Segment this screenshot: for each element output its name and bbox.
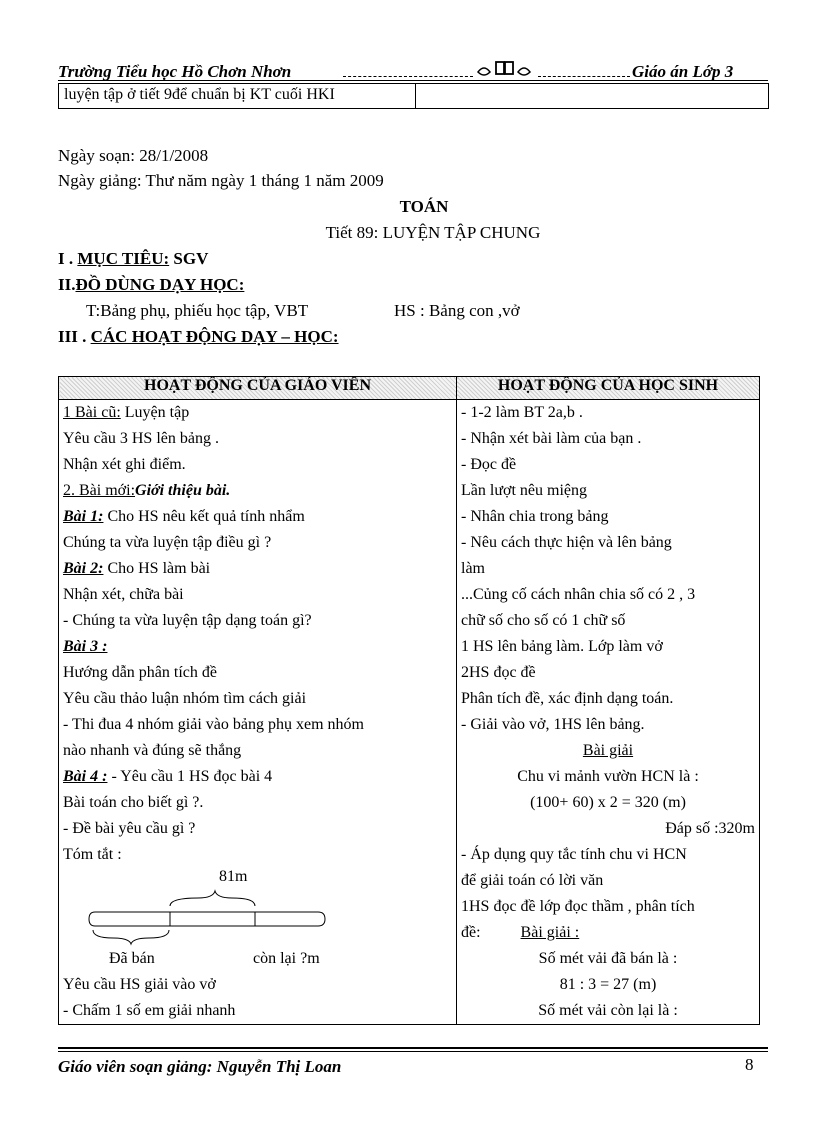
student-line: ...Củng cố cách nhân chia số có 2 , 3 bbox=[461, 586, 696, 603]
new-lesson-intro: Giới thiệu bài. bbox=[135, 482, 231, 499]
teacher-line: Tóm tắt : bbox=[63, 846, 122, 863]
teacher-line bbox=[63, 634, 452, 660]
table-header-row bbox=[59, 377, 760, 400]
student-line: Chu vi mảnh vườn HCN là : bbox=[517, 768, 699, 785]
section-activities bbox=[58, 324, 339, 350]
header-dash-left bbox=[343, 76, 473, 77]
materials-teacher: T:Bảng phụ, phiếu học tập, VBT bbox=[86, 301, 309, 320]
student-line: - Đọc đề bbox=[461, 456, 517, 473]
header-school: Trường Tiểu học Hồ Chơn Nhơn bbox=[58, 62, 292, 81]
ornament-book-icon bbox=[474, 58, 536, 80]
teacher-line: Yêu cầu HS giải vào vở bbox=[63, 976, 216, 993]
header-rule bbox=[58, 80, 768, 81]
period-title: Tiết 89: LUYỆN TẬP CHUNG bbox=[325, 223, 541, 242]
teacher-line bbox=[63, 478, 452, 504]
header-grade: Giáo án Lớp 3 bbox=[632, 62, 734, 81]
solution-heading-2: Bài giải : bbox=[520, 924, 580, 941]
student-line: - Áp dụng quy tắc tính chu vi HCN bbox=[461, 846, 687, 863]
student-line: 2HS đọc đề bbox=[461, 664, 536, 681]
summary-diagram bbox=[63, 868, 452, 972]
continuation-divider bbox=[415, 84, 416, 108]
old-lesson-label: 1 Bài cũ: bbox=[63, 404, 121, 421]
section-objectives-num: I . bbox=[58, 249, 74, 268]
student-line: 81 : 3 = 27 (m) bbox=[559, 976, 657, 993]
student-line: Phân tích đề, xác định dạng toán. bbox=[461, 690, 674, 707]
teacher-line bbox=[63, 556, 452, 582]
date-taught-value: Thư năm ngày 1 tháng 1 năm 2009 bbox=[145, 171, 384, 190]
exercise-2-label: Bài 2: bbox=[63, 560, 104, 577]
exercise-3-label: Bài 3 : bbox=[63, 638, 108, 655]
student-line: - 1-2 làm BT 2a,b . bbox=[461, 404, 583, 421]
student-line: Số mét vải còn lại là : bbox=[538, 1002, 678, 1019]
date-taught-label: Ngày giảng: bbox=[58, 171, 142, 190]
student-line bbox=[461, 738, 755, 764]
teacher-line: Hướng dẫn phân tích đề bbox=[63, 664, 217, 681]
page-number: 8 bbox=[745, 1055, 754, 1074]
teacher-line: - Chấm 1 số em giải nhanh bbox=[63, 1002, 236, 1019]
analysis-label: đề: bbox=[461, 924, 481, 941]
teacher-line: nào nhanh và đúng sẽ thắng bbox=[63, 742, 242, 759]
footer-teacher: Giáo viên soạn giảng: Nguyễn Thị Loan bbox=[58, 1057, 342, 1076]
student-line: 1HS đọc đề lớp đọc thầm , phân tích bbox=[461, 898, 695, 915]
teacher-cell bbox=[59, 400, 457, 1025]
student-line: - Nêu cách thực hiện và lên bảng bbox=[461, 534, 672, 551]
student-line: - Giải vào vở, 1HS lên bảng. bbox=[461, 716, 645, 733]
teacher-line: Yêu cầu 3 HS lên bảng . bbox=[63, 430, 219, 447]
diagram-sold-label: Đã bán bbox=[109, 950, 155, 967]
exercise-4-label: Bài 4 : bbox=[63, 768, 108, 785]
continuation-text: luyện tập ở tiết 9để chuẩn bị KT cuối HKI bbox=[64, 86, 335, 103]
materials-student: HS : Bảng con ,vở bbox=[394, 301, 520, 320]
activities-table bbox=[58, 376, 760, 1025]
student-line: để giải toán có lời văn bbox=[461, 872, 604, 889]
exercise-1-text: Cho HS nêu kết quả tính nhẩm bbox=[103, 508, 305, 525]
date-prepared-value: 28/1/2008 bbox=[139, 146, 209, 165]
teacher-line bbox=[63, 504, 452, 530]
col-student-header: HOẠT ĐỘNG CỦA HỌC SINH bbox=[457, 377, 760, 400]
student-line: (100+ 60) x 2 = 320 (m) bbox=[530, 794, 686, 811]
exercise-2-text: Cho HS làm bài bbox=[103, 560, 211, 577]
table-row bbox=[59, 400, 760, 1025]
student-cell bbox=[457, 400, 760, 1025]
col-teacher-header: HOẠT ĐỘNG CỦA GIÁO VIÊN bbox=[59, 377, 457, 400]
teacher-line: Yêu cầu thảo luận nhóm tìm cách giải bbox=[63, 690, 307, 707]
teacher-line: Nhận xét ghi điểm. bbox=[63, 456, 186, 473]
diagram-remaining-label: còn lại ?m bbox=[253, 950, 320, 967]
student-line: Số mét vải đã bán là : bbox=[538, 950, 678, 967]
subject-title: TOÁN bbox=[399, 197, 449, 216]
student-line: Lần lượt nêu miệng bbox=[461, 482, 587, 499]
header-dash-right bbox=[538, 76, 630, 77]
date-prepared-line bbox=[58, 143, 208, 169]
exercise-1-label: Bài 1: bbox=[63, 508, 104, 525]
teacher-line bbox=[63, 764, 452, 790]
exercise-4-text: - Yêu cầu 1 HS đọc bài 4 bbox=[107, 768, 273, 785]
section-materials bbox=[58, 272, 244, 298]
section-materials-num: II. bbox=[58, 275, 76, 294]
section-objectives-title: MỤC TIÊU: bbox=[77, 249, 170, 268]
continuation-table bbox=[58, 83, 769, 109]
date-prepared-label: Ngày soạn: bbox=[58, 146, 135, 165]
solution-heading: Bài giải bbox=[582, 742, 634, 759]
teacher-line: - Chúng ta vừa luyện tập dạng toán gì? bbox=[63, 612, 312, 629]
new-lesson-label: 2. Bài mới: bbox=[63, 482, 136, 499]
student-line: - Nhận xét bài làm của bạn . bbox=[461, 430, 642, 447]
date-taught-line bbox=[58, 168, 384, 194]
teacher-line bbox=[63, 400, 452, 426]
teacher-line: Chúng ta vừa luyện tập điều gì ? bbox=[63, 534, 272, 551]
student-line: Đáp số :320m bbox=[665, 820, 755, 837]
student-line: - Nhân chia trong bảng bbox=[461, 508, 609, 525]
old-lesson-text: Luyện tập bbox=[120, 404, 190, 421]
diagram-total-label: 81m bbox=[219, 868, 248, 885]
student-line: 1 HS lên bảng làm. Lớp làm vở bbox=[461, 638, 663, 655]
footer-rule bbox=[58, 1047, 768, 1052]
student-line: làm bbox=[461, 560, 485, 577]
diagram-segments bbox=[63, 888, 363, 948]
teacher-line: - Thi đua 4 nhóm giải vào bảng phụ xem nhóm bbox=[63, 716, 364, 733]
teacher-line: Nhận xét, chữa bài bbox=[63, 586, 184, 603]
teacher-line: Bài toán cho biết gì ?. bbox=[63, 794, 204, 811]
student-line: chữ số cho số có 1 chữ số bbox=[461, 612, 626, 629]
section-activities-title: CÁC HOẠT ĐỘNG DẠY – HỌC: bbox=[90, 327, 339, 346]
section-materials-title: ĐỒ DÙNG DẠY HỌC: bbox=[75, 275, 245, 294]
teacher-line: - Đề bài yêu cầu gì ? bbox=[63, 820, 196, 837]
student-line bbox=[461, 920, 755, 946]
section-activities-num: III . bbox=[58, 327, 87, 346]
section-objectives bbox=[58, 246, 208, 272]
section-objectives-value: SGV bbox=[173, 249, 209, 268]
